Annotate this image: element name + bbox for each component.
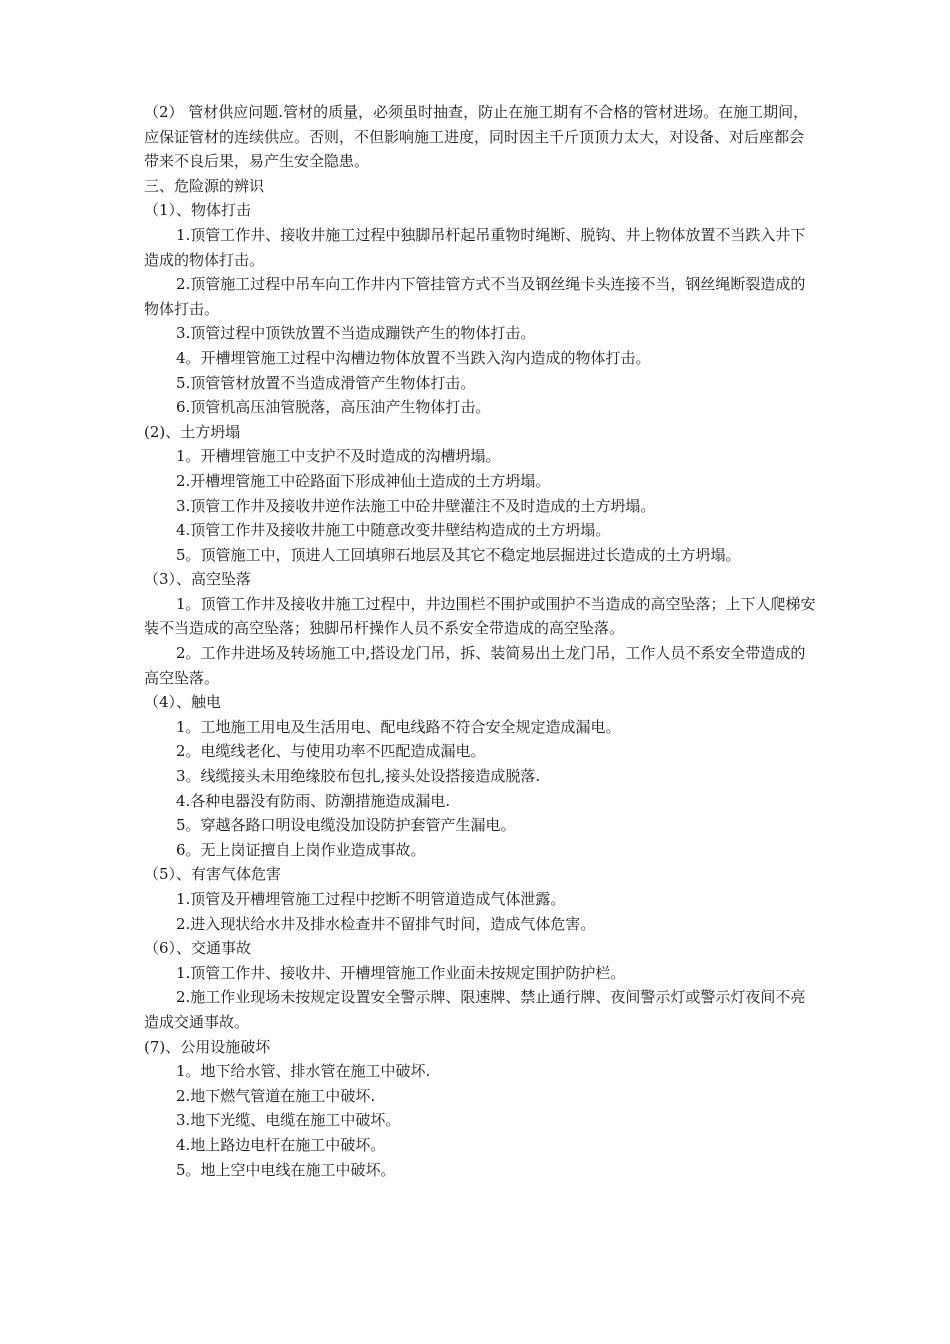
- list-item: 2。工作井进场及转场施工中,搭设龙门吊，拆、装简易出土龙门吊，工作人员不系安全带造成的高空坠落。: [144, 644, 806, 687]
- list-item: 3.地下光缆、电缆在施工中破坏。: [176, 1111, 401, 1130]
- list-item: 1。地下给水管、排水管在施工中破坏.: [176, 1062, 431, 1081]
- list-item: 5。顶管施工中，顶进人工回填卵石地层及其它不稳定地层掘进过长造成的土方坍塌。: [176, 545, 741, 564]
- group-title-utility-damage: (7)、公用设施破坏: [144, 1037, 271, 1056]
- group-title-traffic-accident: （6）、交通事故: [144, 939, 252, 958]
- list-item: 3.顶管工作井及接收井逆作法施工中砼井壁灌注不及时造成的土方坍塌。: [176, 496, 656, 515]
- list-item: 4.地上路边电杆在施工中破坏。: [176, 1135, 386, 1154]
- list-item: 4.顶管工作井及接收井施工中随意改变井壁结构造成的土方坍塌。: [176, 521, 611, 540]
- list-item: 1.顶管及开槽埋管施工过程中挖断不明管道造成气体泄露。: [176, 890, 566, 908]
- list-item: 6.顶管机高压油管脱落，高压油产生物体打击。: [176, 398, 491, 417]
- list-item: 1.顶管工作井、接收井、开槽埋管施工作业面未按规定围护防护栏。: [176, 963, 626, 982]
- list-item: 3。线缆接头未用绝缘胶布包扎,接头处设搭接造成脱落.: [176, 767, 541, 786]
- list-item: 2.顶管施工过程中吊车向工作井内下管挂管方式不当及钢丝绳卡头连接不当，钢丝绳断裂造成的物体打击。: [144, 275, 806, 318]
- list-item: 2.施工作业现场未按规定设置安全警示牌、限速牌、禁止通行牌、夜间警示灯或警示灯夜间不亮造成交通事故。: [144, 988, 806, 1031]
- list-item: 4。开槽埋管施工过程中沟槽边物体放置不当跌入沟内造成的物体打击。: [176, 348, 651, 367]
- list-item: 4.各种电器没有防雨、防潮措施造成漏电.: [176, 791, 451, 810]
- list-item: 5。穿越各路口明设电缆没加设防护套管产生漏电。: [176, 816, 516, 835]
- group-title-electric-shock: （4）、触电: [144, 693, 222, 712]
- list-item: 5.顶管管材放置不当造成滑管产生物体打击。: [176, 373, 476, 392]
- list-item: 2.进入现状给水井及排水检查井不留排气时间，造成气体危害。: [176, 914, 596, 933]
- group-title-earth-collapse: (2)、土方坍塌: [144, 422, 241, 441]
- intro-paragraph: （2） 管材供应问题.管材的质量，必须虽时抽查，防止在施工期有不合格的管材进场。在施工期间，应保证管材的连续供应。否则，不但影响施工进度，同时因主千斤顶顶力太大，对设备、对后座都会带来不良后果，易产生安全隐患。: [144, 103, 809, 171]
- list-item: 5。地上空中电线在施工中破坏。: [176, 1160, 396, 1179]
- list-item: 2.开槽埋管施工中砼路面下形成神仙土造成的土方坍塌。: [176, 471, 551, 490]
- document-body: [144, 100, 816, 1182]
- group-title-harmful-gas: （5）、有害气体危害: [144, 865, 282, 884]
- list-item: 6。无上岗证擅自上岗作业造成事故。: [176, 840, 426, 859]
- list-item: 2.地下燃气管道在施工中破坏.: [176, 1086, 376, 1105]
- list-item: 3.顶管过程中顶铁放置不当造成蹦铁产生的物体打击。: [176, 324, 536, 343]
- group-title-object-strike: （1）、物体打击: [144, 201, 252, 220]
- list-item: 1.顶管工作井、接收井施工过程中独脚吊杆起吊重物时绳断、脱钩、井上物体放置不当跌入井下造成的物体打击。: [144, 225, 806, 269]
- list-item: 2。电缆线老化、与使用功率不匹配造成漏电。: [176, 742, 486, 761]
- list-item: 1。顶管工作井及接收井施工过程中，井边围栏不围护或围护不当造成的高空坠落；上下人爬梯安装不当造成的高空坠落；独脚吊杆操作人员不系安全带造成的高空坠落。: [144, 594, 816, 638]
- list-item: 1。工地施工用电及生活用电、配电线路不符合安全规定造成漏电。: [176, 717, 621, 736]
- section-heading: 三、危险源的辨识: [144, 176, 265, 195]
- list-item: 1。开槽埋管施工中支护不及时造成的沟槽坍塌。: [176, 447, 501, 466]
- group-title-fall-from-height: （3）、高空坠落: [144, 570, 252, 589]
